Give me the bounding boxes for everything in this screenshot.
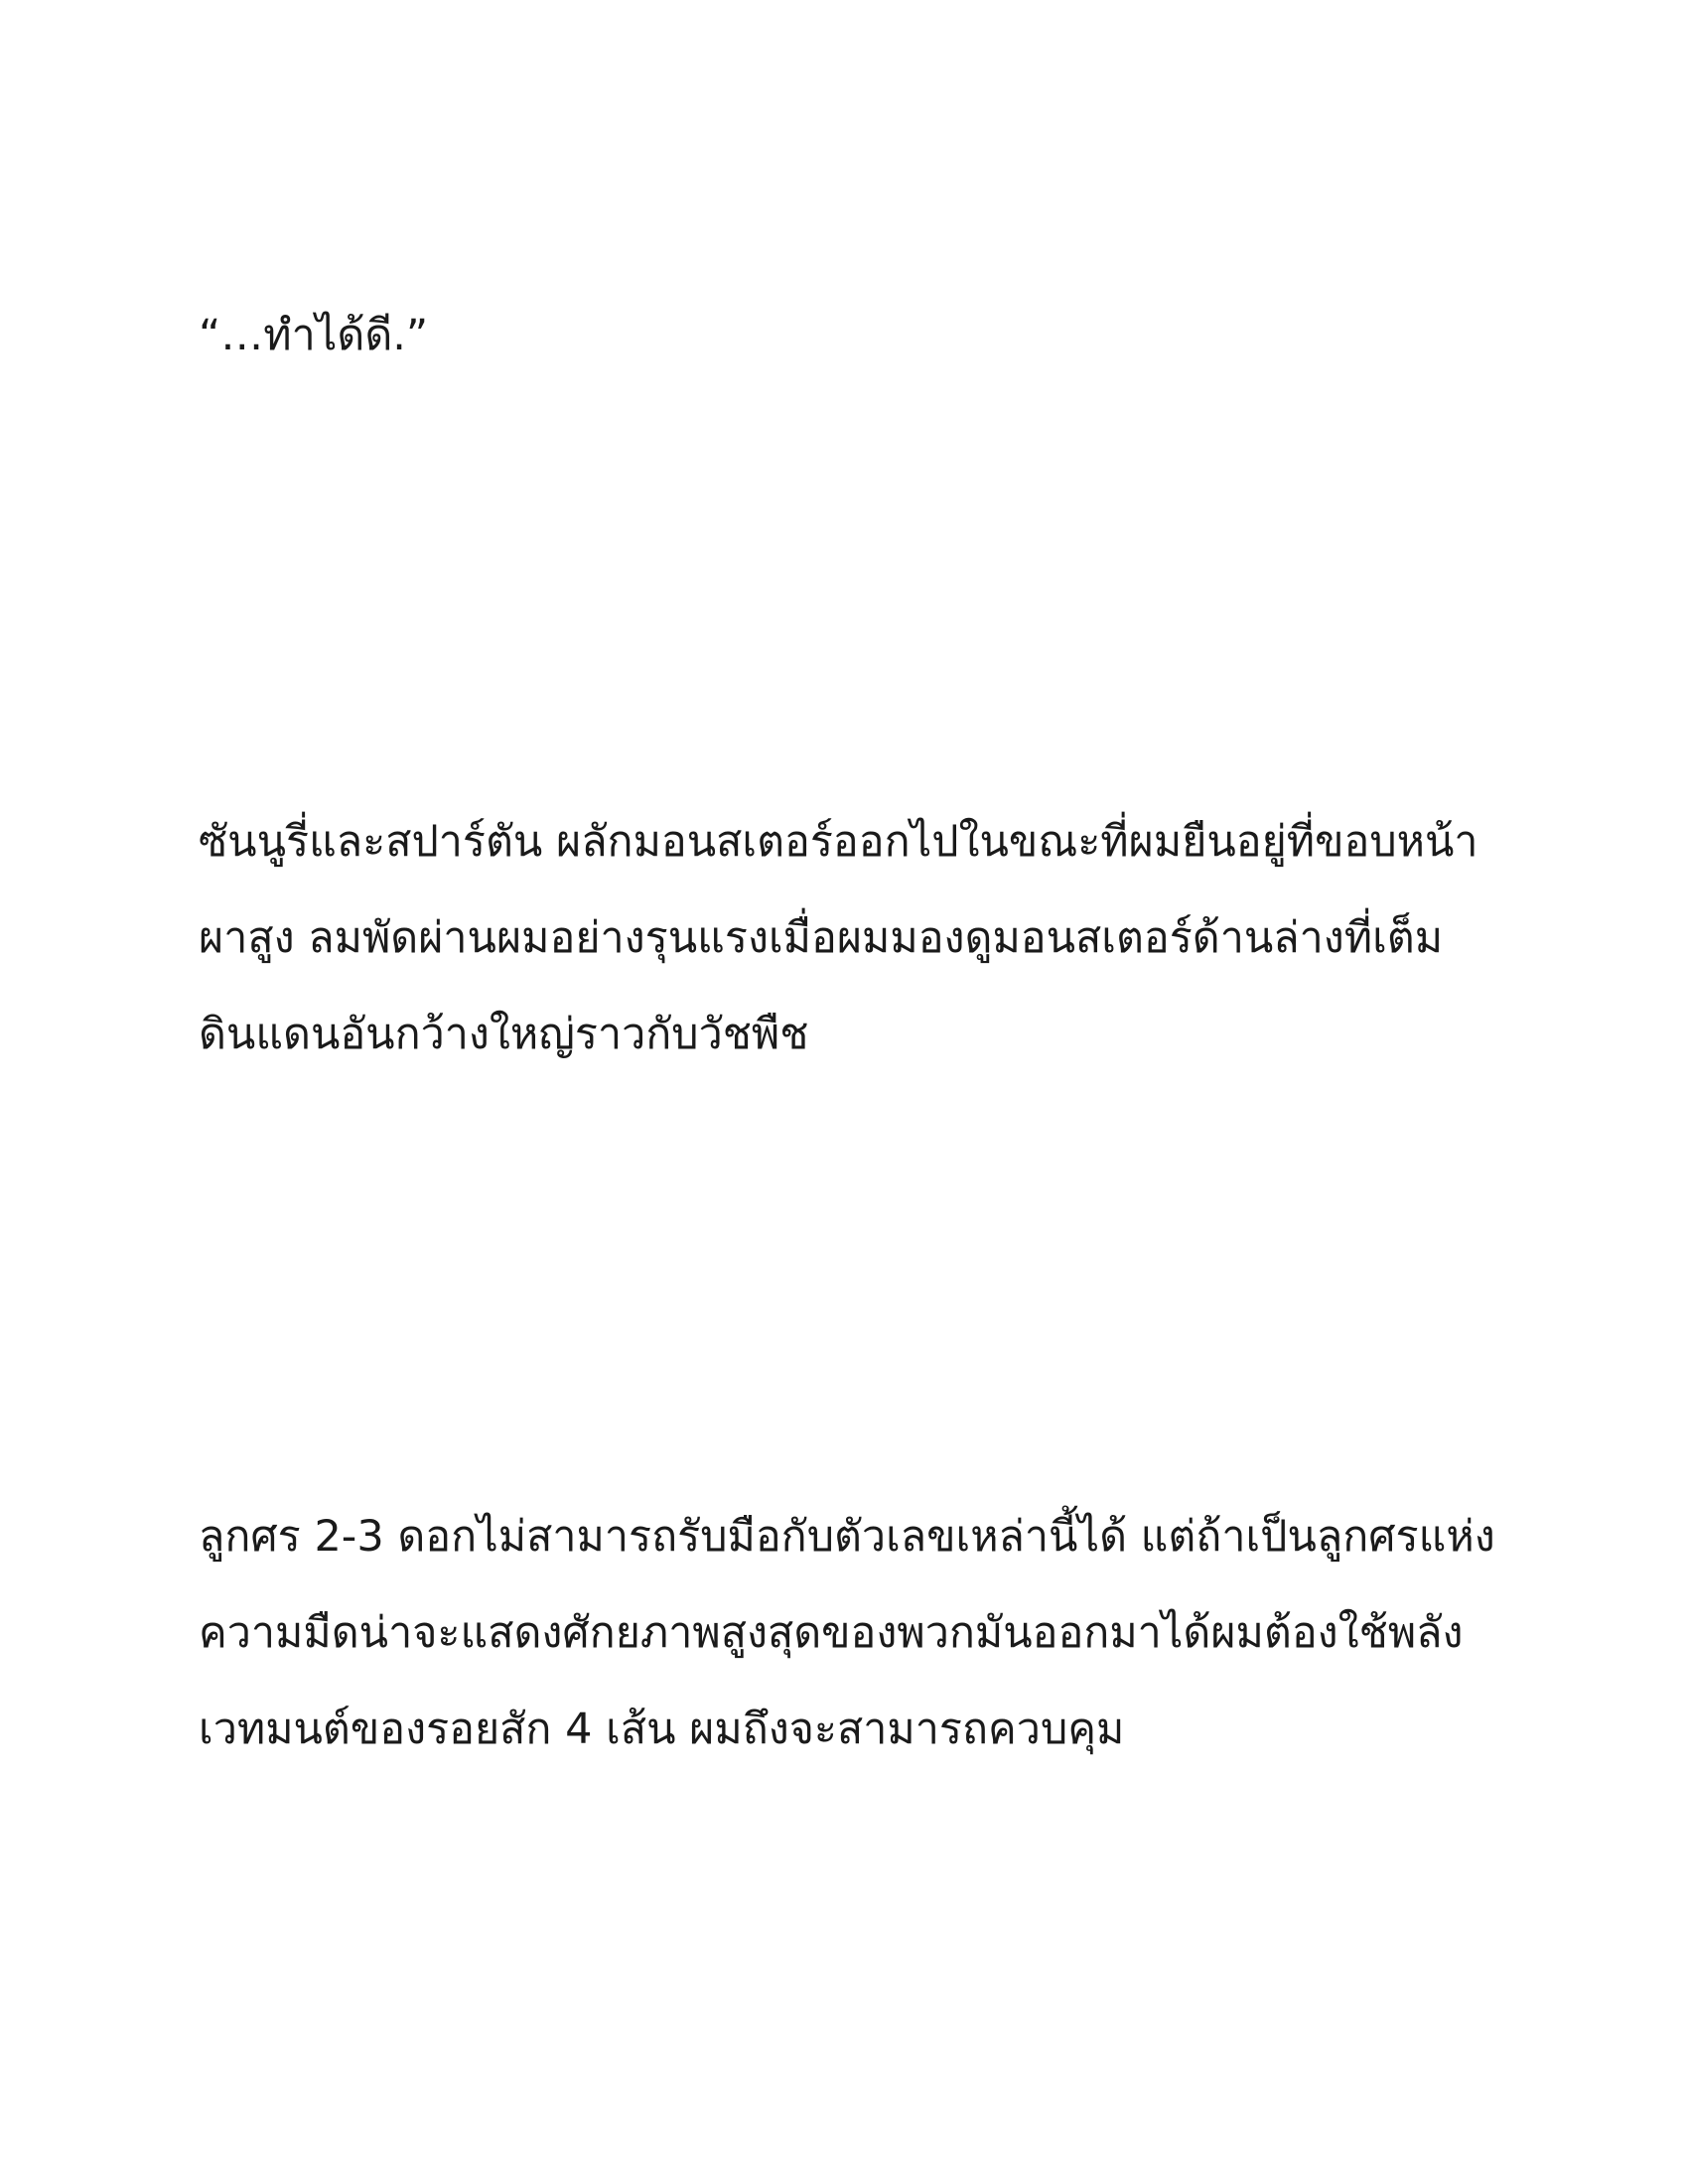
text-line: ลูกศร 2-3 ดอกไม่สามารถรับมือกับตัวเลขเหล่านี้ได้ แต่ถ้าเป็นลูกศรแห่ง: [199, 1512, 1495, 1562]
text-line: “…ทำได้ดี.”: [199, 311, 429, 360]
text-line: ผาสูง ลมพัดผ่านผมอย่างรุนแรงเมื่อผมมองดูมอนสเตอร์ด้านล่างที่เต็ม: [199, 913, 1444, 963]
text-line: ซันนูรี่และสปาร์ตัน ผลักมอนสเตอร์ออกไปในขณะที่ผมยืนอยู่ที่ขอบหน้า: [199, 817, 1478, 867]
paragraph-arrows: [199, 1489, 1495, 1778]
text-line: เวทมนต์ของรอยสัก 4 เส้น ผมถึงจะสามารถควบคุม: [199, 1705, 1125, 1754]
paragraph-dialogue: [199, 288, 1489, 384]
text-line: ดินแดนอันกว้างใหญ่ราวกับวัชพืช: [199, 1010, 809, 1059]
text-line: ความมืดน่าจะแสดงศักยภาพสูงสุดของพวกมันออกมาได้ผมต้องใช้พลัง: [199, 1608, 1464, 1658]
paragraph-cliff-scene: [199, 794, 1489, 1083]
